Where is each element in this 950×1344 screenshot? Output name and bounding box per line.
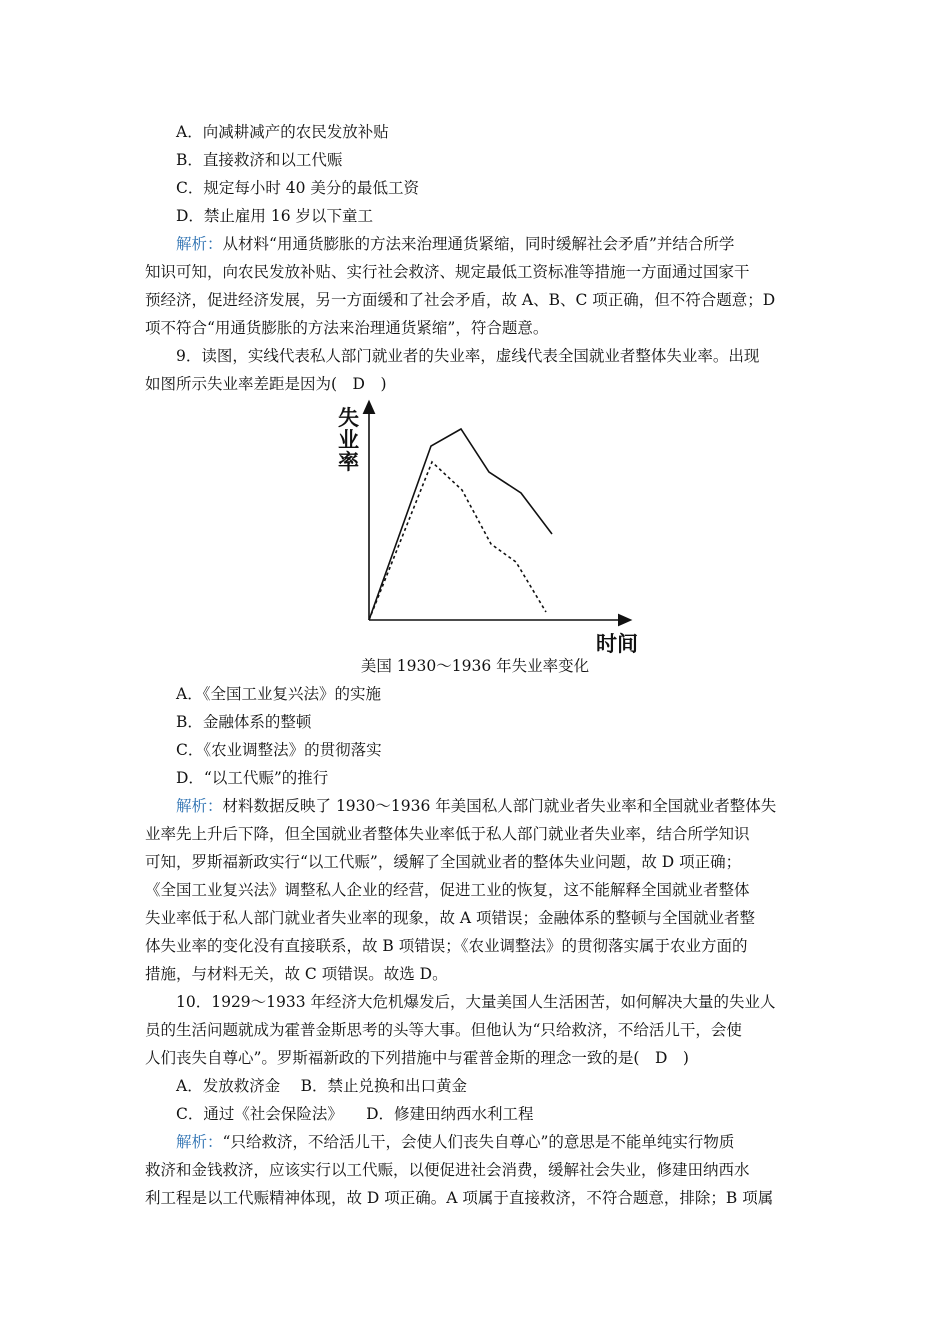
q8-analysis-line-4: 项不符合“用通货膨胀的方法来治理通货紧缩”，符合题意。 (145, 319, 549, 337)
national-rate-dashed-line (369, 462, 546, 620)
x-axis-label: 时间 (596, 632, 638, 656)
q10-stem-line-3: 人们丧失自尊心”。罗斯福新政的下列措施中与霍普金斯的理念一致的是( D ) (145, 1049, 689, 1067)
q9-analysis-line-5: 失业率低于私人部门就业者失业率的现象，故 A 项错误；金融体系的整顿与全国就业者整 (145, 909, 756, 927)
y-axis-label-1: 失 (338, 406, 359, 430)
q9-option-a: A．《全国工业复兴法》的实施 (176, 685, 381, 703)
figure-caption: 美国 1930～1936 年失业率变化 (360, 657, 590, 675)
q8-option-b: B．直接救济和以工代赈 (176, 151, 343, 169)
q8-option-c: C．规定每小时 40 美分的最低工资 (176, 179, 419, 197)
q9-option-c: C．《农业调整法》的贯彻落实 (176, 741, 382, 759)
q10-stem-line-1: 10．1929～1933 年经济大危机爆发后，大量美国人生活困苦，如何解决大量的失业人 (176, 993, 776, 1011)
q10-options-row-1: A．发放救济金 B．禁止兑换和出口黄金 (176, 1077, 468, 1095)
q9-analysis-line-2: 业率先上升后下降，但全国就业者整体失业率低于私人部门就业者失业率，结合所学知识 (145, 825, 750, 843)
q9-analysis-line-1: 解析：材料数据反映了 1930～1936 年美国私人部门就业者失业率和全国就业者整体失 (176, 797, 777, 815)
q8-analysis-label: 解析： (176, 235, 223, 253)
q9-analysis-line-6: 体失业率的变化没有直接联系，故 B 项错误；《农业调整法》的贯彻落实属于农业方面的 (145, 937, 748, 955)
y-axis-label-3: 率 (338, 450, 359, 474)
q8-analysis-line-1: 解析：从材料“用通货膨胀的方法来治理通货紧缩，同时缓解社会矛盾”并结合所学 (176, 235, 735, 253)
y-axis-label-2: 业 (338, 428, 359, 452)
q10-analysis-line-3: 利工程是以工代赈精神体现，故 D 项正确。A 项属于直接救济，不符合题意，排除；B 项属 (145, 1189, 774, 1207)
q9-analysis-line-3: 可知，罗斯福新政实行“以工代赈”，缓解了全国就业者的整体失业问题，故 D 项正确； (145, 853, 742, 871)
q8-option-d: D．禁止雇用 16 岁以下童工 (176, 207, 374, 225)
q10-analysis-line-1: 解析：“只给救济，不给活儿干，会使人们丧失自尊心”的意思是不能单纯实行物质 (176, 1133, 735, 1151)
q8-option-a: A．向减耕减产的农民发放补贴 (176, 123, 389, 141)
q10-options-row-2: C．通过《社会保险法》 D．修建田纳西水利工程 (176, 1105, 534, 1123)
q9-stem-line-2: 如图所示失业率差距是因为( D ) (145, 375, 387, 393)
q9-analysis-label: 解析： (176, 797, 223, 815)
q9-analysis-line-7: 措施，与材料无关，故 C 项错误。故选 D。 (145, 965, 448, 983)
q9-option-d: D．“以工代赈”的推行 (176, 769, 329, 787)
q8-analysis-line-2: 知识可知，向农民发放补贴、实行社会救济、规定最低工资标准等措施一方面通过国家干 (145, 263, 750, 281)
q9-stem-line-1: 9．读图，实线代表私人部门就业者的失业率，虚线代表全国就业者整体失业率。出现 (176, 347, 760, 365)
q9-option-b: B．金融体系的整顿 (176, 713, 312, 731)
q9-analysis-line-4: 《全国工业复兴法》调整私人企业的经营，促进工业的恢复，这不能解释全国就业者整体 (145, 881, 750, 899)
q10-analysis-line-2: 救济和金钱救济，应该实行以工代赈，以便促进社会消费，缓解社会失业，修建田纳西水 (145, 1161, 750, 1179)
q10-stem-line-2: 员的生活问题就成为霍普金斯思考的头等大事。但他认为“只给救济，不给活儿干，会使 (145, 1021, 742, 1039)
q8-analysis-line-3: 预经济，促进经济发展，另一方面缓和了社会矛盾，故 A、B、C 项正确，但不符合题意；D (145, 291, 776, 309)
q10-analysis-label: 解析： (176, 1133, 223, 1151)
private-sector-rate-line (369, 429, 552, 620)
